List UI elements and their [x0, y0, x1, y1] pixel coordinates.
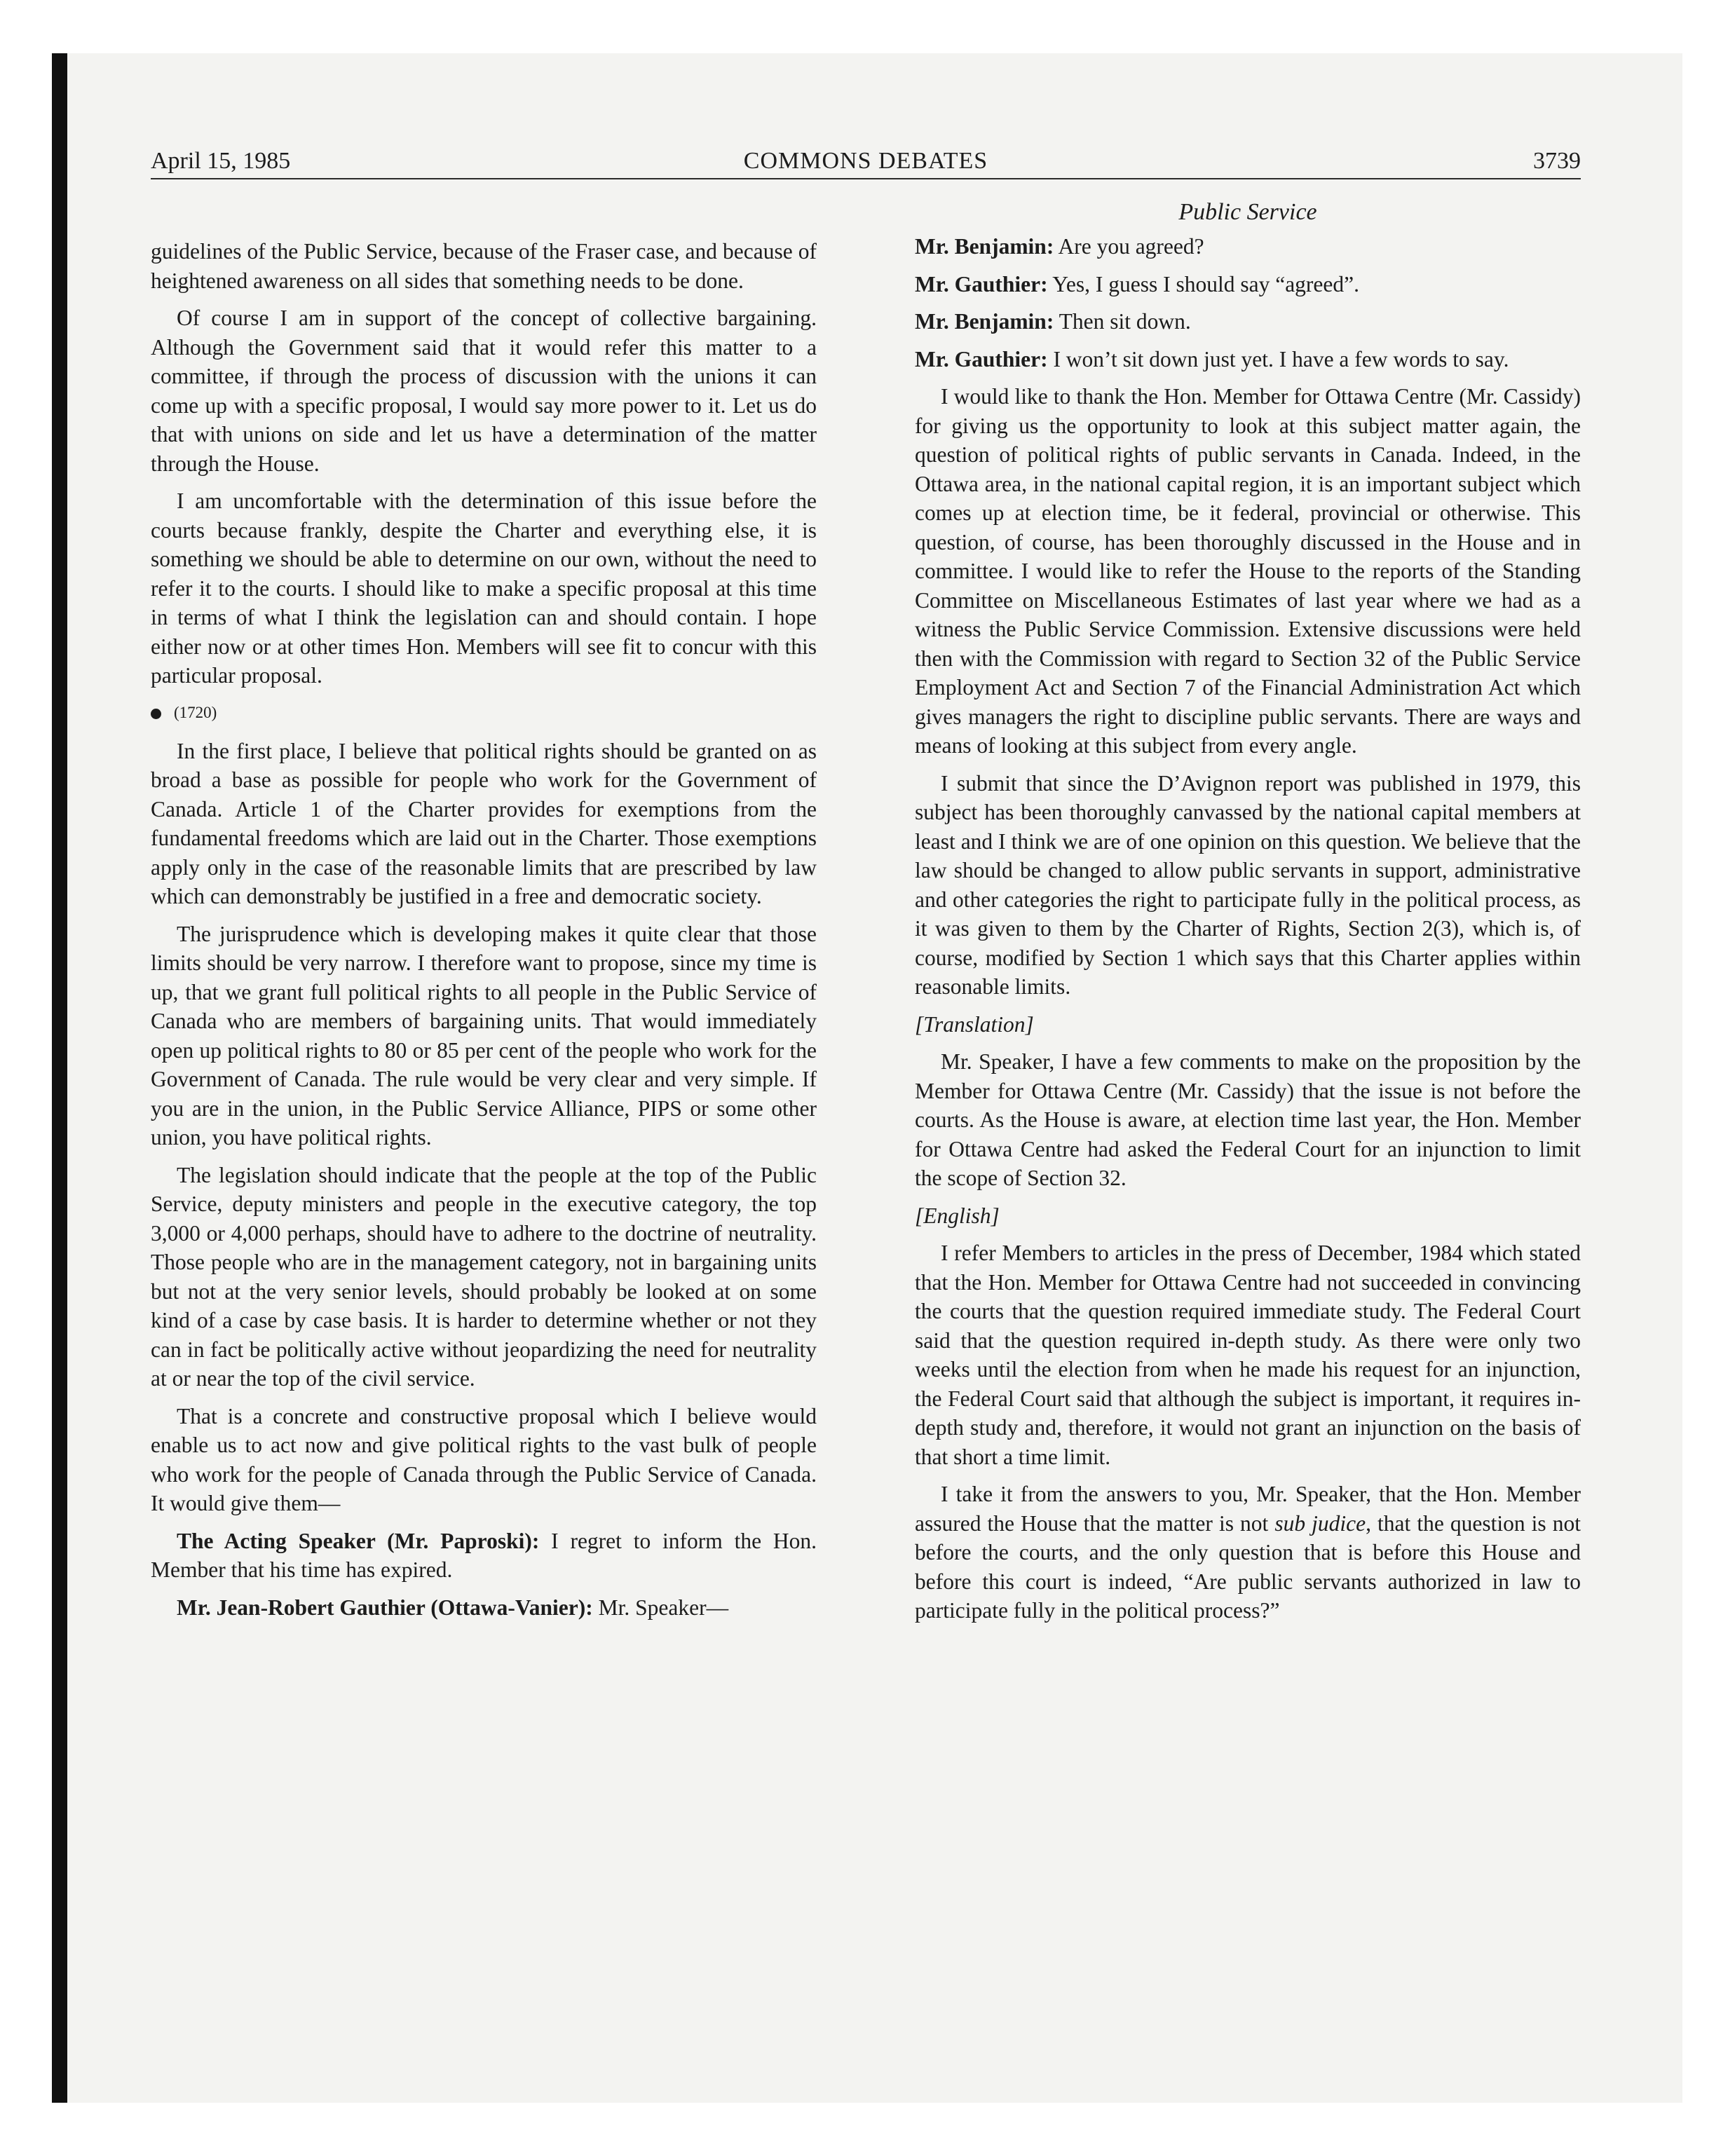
page-number: 3739	[1533, 148, 1581, 174]
speaker-text: Mr. Speaker—	[598, 1595, 729, 1620]
header-title: COMMONS DEBATES	[743, 148, 988, 174]
speaker-text: I won’t sit down just yet. I have a few words to say.	[1053, 346, 1509, 371]
speaker-name: Mr. Gauthier:	[915, 346, 1048, 371]
time-marker	[151, 699, 817, 727]
paragraph: That is a concrete and constructive proposal which I believe would enable us to act now and give political rights to the vast bulk of people who work for the people of Canada through the Public Service of Canada. It would give them—	[151, 1403, 817, 1515]
speaker-name: Mr. Benjamin:	[915, 234, 1054, 259]
latin-term: sub judice	[1274, 1510, 1366, 1536]
paragraph: I refer Members to articles in the press of December, 1984 which stated that the Hon. Member for Ottawa Centre had not succeeded in convincing the courts that the question required immediate study. The Federal Court said that the question required in-depth study. As there were only two weeks until the election from when he made his request for an injunction, the Federal Court said that although the subject is important, it requires in-depth study and, therefore, it would not grant an injunction on the basis of that short a time limit.	[915, 1241, 1581, 1469]
paragraph: I would like to thank the Hon. Member for Ottawa Centre (Mr. Cassidy) for giving us the opportunity to look at this subject matter again, the question of political rights of public servants in Canada. Indeed, in the Ottawa area, in the national capital region, it is an important subject which comes up at election time, be it federal, provincial or otherwise. This question, of course, has been thoroughly discussed in the House and in committee. I would like to refer the House to the reports of the Standing Committee on Miscellaneous Estimates of last year where we had as a witness the Public Service Commission. Extensive discussions were held then with the Commission with regard to Section 32 of the Public Service Employment Act and Section 7 of the Financial Administration Act which gives managers the right to discipline public servants. There are ways and means of looking at this subject from every angle.	[915, 384, 1581, 758]
paragraph-text: I take it from the answers to you, Mr. Speaker, that the Hon. Member assured the House that the matter is not	[915, 1482, 1581, 1536]
speaker-name: Mr. Gauthier:	[915, 271, 1048, 296]
paragraph: The legislation should indicate that the people at the top of the Public Service, deputy ministers and people in the executive category, the top 3,000 or 4,000 perhaps, should have to adhere to the doctrine of neutrality. Those people who are in the management category, not in bargaining units but not at the very senior levels, should probably be looked at on some kind of a case by case basis. It is harder to determine whether or not they can in fact be politically active without jeopardizing the need for neutrality at or near the top of the civil service.	[151, 1162, 817, 1391]
speaker-name: Mr. Benjamin:	[915, 309, 1054, 334]
bullet-icon	[151, 709, 161, 719]
speaker-text: Yes, I guess I should say “agreed”.	[1052, 271, 1359, 296]
speaker-paragraph	[915, 345, 1581, 374]
speaker-paragraph	[915, 307, 1581, 336]
paragraph: Mr. Speaker, I have a few comments to make on the proposition by the Member for Ottawa Centre (Mr. Cassidy) that the issue is not before the courts. As the House is aware, at election time last year, the Hon. Member for Ottawa Centre had asked the Federal Court for an injunction to limit the scope of Section 32.	[915, 1049, 1581, 1190]
running-header	[151, 145, 1581, 177]
paragraph: The jurisprudence which is developing makes it quite clear that those limits should be very narrow. I therefore want to propose, since my time is up, that we grant full political rights to all people in the Public Service of Canada who are members of bargaining units. That would immediately open up political rights to 80 or 85 per cent of the people who work for the Government of Canada. The rule would be very clear and very simple. If you are in the union, in the Public Service Alliance, PIPS or some other union, you have political rights.	[151, 921, 817, 1149]
right-column	[915, 232, 1581, 1634]
language-tag: [English]	[915, 1203, 1000, 1228]
paragraph	[915, 1480, 1581, 1625]
speaker-paragraph	[151, 1527, 817, 1585]
time-marker-label: (1720)	[174, 703, 217, 721]
speaker-name: Mr. Jean-Robert Gauthier (Ottawa-Vanier):	[177, 1595, 593, 1620]
speaker-text: I regret to inform the Hon. Member that his time has expired.	[151, 1528, 817, 1582]
speaker-paragraph	[915, 270, 1581, 299]
paragraph: In the first place, I believe that political rights should be granted on as broad a base as possible for people who work for the Government of Canada. Article 1 of the Charter provides for exemptions from the fundamental freedoms which are laid out in the Charter. Those exemptions apply only in the case of the reasonable limits that are prescribed by law which can demonstrably be justified in a free and democratic society.	[151, 738, 817, 908]
scan-edge	[52, 53, 67, 2103]
speaker-name: The Acting Speaker (Mr. Paproski):	[177, 1528, 540, 1553]
paragraph: I am uncomfortable with the determination of this issue before the courts because frankly, despite the Charter and everything else, it is something we should be able to determine on our own, without the need to refer it to the courts. I should like to make a specific proposal at this time in terms of what I think the legislation can and should contain. I hope either now or at other times Hon. Members will see fit to concur with this particular proposal.	[151, 489, 817, 688]
paragraph-text: , that the question is not before the courts, and the only question that is before this House and before this court is indeed, “Are public servants authorized in law to participate fully in the political process?”	[915, 1510, 1581, 1623]
paragraph: Of course I am in support of the concept of collective bargaining. Although the Government said that it would refer this matter to a committee, if through the process of discussion with the unions it can come up with a specific proposal, I would say more power to it. Let us do that with unions on side and let us have a determination of the matter through the House.	[151, 306, 817, 476]
topic-heading: Public Service	[1178, 199, 1317, 225]
paragraph: I submit that since the D’Avignon report was published in 1979, this subject has been thoroughly canvassed by the national capital members at least and I think we are of one opinion on this question. We believe that the law should be changed to allow public servants in support, administrative and other categories the right to participate fully in the political process, as it was given to them by the Charter of Rights, Section 2(3), which is, of course, modified by Section 1 which says that this Charter applies within reasonable limits.	[915, 770, 1581, 999]
header-date: April 15, 1985	[151, 148, 291, 174]
paragraph: guidelines of the Public Service, because of the Fraser case, and because of heightened awareness on all sides that something needs to be done.	[151, 239, 817, 293]
speaker-text: Are you agreed?	[1058, 234, 1204, 259]
speaker-paragraph	[915, 232, 1581, 261]
speaker-text: Then sit down.	[1059, 309, 1191, 334]
header-rule	[151, 178, 1581, 179]
language-tag: [Translation]	[915, 1011, 1034, 1037]
speaker-paragraph	[151, 1593, 817, 1623]
left-column	[151, 237, 817, 1630]
